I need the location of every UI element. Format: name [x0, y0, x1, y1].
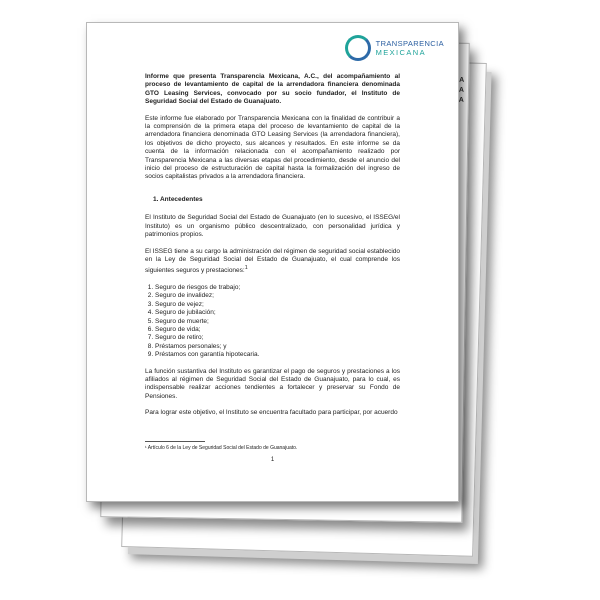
logo-text	[376, 39, 444, 57]
list-item: 5. Seguro de muerte;	[155, 318, 400, 326]
margin-mark: A	[458, 96, 464, 104]
list-item: 3. Seguro de vejez;	[155, 301, 400, 309]
footnote-divider	[145, 441, 205, 442]
logo-line-1: TRANSPARENCIA	[375, 39, 444, 48]
list-item: 6. Seguro de vida;	[155, 326, 400, 334]
transparencia-mexicana-logo	[345, 35, 444, 61]
list-item: 1. Seguro de riesgos de trabajo;	[155, 284, 400, 292]
list-item: 7. Seguro de retiro;	[155, 334, 400, 342]
document-title: Informe que presenta Transparencia Mexicana, A.C., del acompañamiento al proceso de levantamiento de capital de la arrendadora financiera denominada GTO Leasing Services, convocado por su socio fundador, el Instituto de Seguridad Social del Estado de Guanajuato.	[145, 73, 400, 106]
logo-line-2: MEXICANA	[375, 48, 426, 57]
paragraph-2	[145, 248, 400, 276]
list-item: 9. Préstamos con garantía hipotecaria.	[155, 351, 400, 359]
intro-paragraph: Este informe fue elaborado por Transparencia Mexicana con la finalidad de contribuir a la comprensión de la primera etapa del proceso de levantamiento de capital de la arrendadora financiera denominada GTO Leasing Services (la arrendadora financiera), los objetivos de dicho proyecto, sus alcances y resultados. En este informe se da cuenta de la información relacionada con el acompañamiento realizado por Transparencia Mexicana a las diversas etapas del procedimiento, desde el anuncio del inicio del proceso de estructuración de capital hasta la formalización del ingreso de socios capitalistas privados a la arrendadora financiera.	[145, 114, 400, 181]
list-item: 8. Préstamos personales; y	[155, 343, 400, 351]
benefits-list	[145, 284, 400, 360]
document-body	[145, 73, 400, 426]
page-number: 1	[270, 457, 275, 463]
logo-ring-icon	[345, 35, 371, 61]
list-item: 2. Seguro de invalidez;	[155, 292, 400, 300]
paragraph-2-text: El ISSEG tiene a su cargo la administración del régimen de seguridad social establecido en la Ley de Seguridad Social del Estado de Guanajuato, el cual comprende los siguientes seguros y prestaciones:	[145, 247, 400, 275]
margin-mark: A	[458, 86, 465, 94]
footnote: ¹ Artículo 6 de la Ley de Seguridad Social del Estado de Guanajuato.	[145, 445, 298, 451]
margin-mark: A	[459, 76, 465, 84]
footnote-reference: 1	[244, 265, 248, 272]
section-heading: 1. Antecedentes	[153, 195, 203, 203]
paragraph-4: Para lograr este objetivo, el Instituto se encuentra facultado para participar, por acuerdo	[145, 409, 398, 417]
paragraph-1: El Instituto de Seguridad Social del Estado de Guanajuato (en lo sucesivo, el ISSEG/el Instituto) es un organismo público descentralizado, con personalidad jurídica y patrimonios propios.	[145, 214, 400, 239]
list-item: 4. Seguro de jubilación;	[155, 309, 400, 317]
paragraph-3: La función sustantiva del Instituto es garantizar el pago de seguros y prestaciones a los afiliados al régimen de Seguridad Social del Estado de Guanajuato, para lo cual, es indispensable realizar acciones tendientes a fortalecer y preservar su Fondo de Pensiones.	[145, 367, 400, 400]
document-page	[86, 22, 459, 502]
